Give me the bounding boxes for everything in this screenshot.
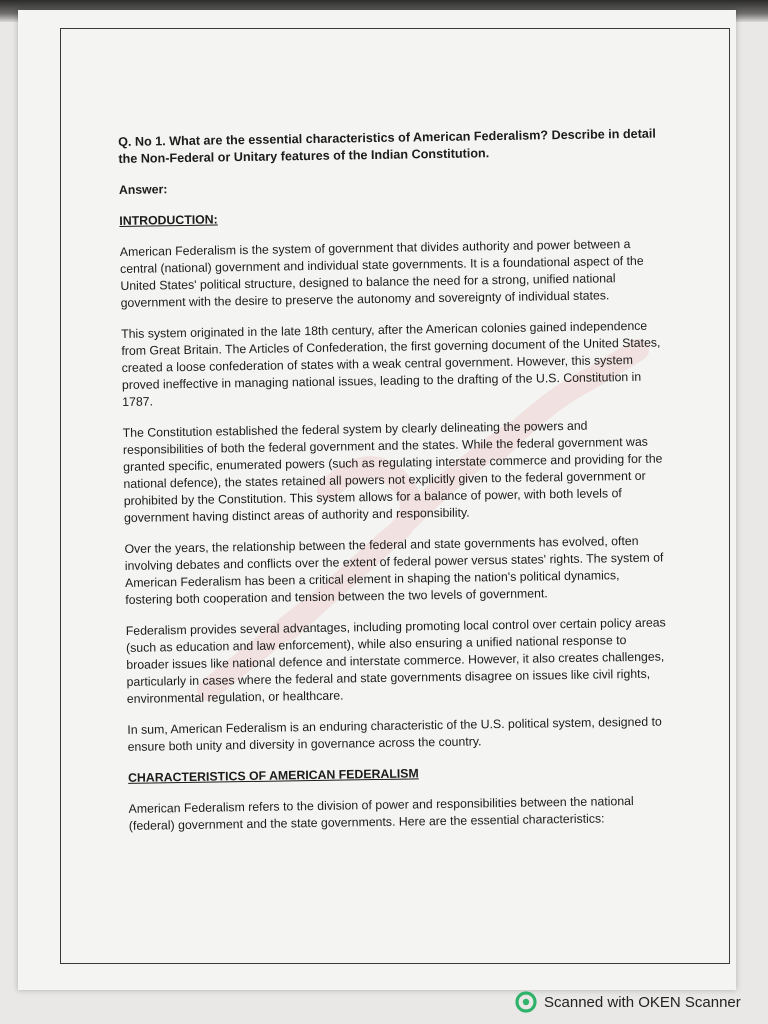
answer-label: Answer:	[118, 182, 168, 197]
question-text: Q. No 1. What are the essential characteristics of American Federalism? Describe in detail the Non-Federal or Unitary features of the Indian Constitution.	[118, 126, 656, 166]
introduction-heading: INTRODUCTION:	[119, 212, 218, 228]
scanner-footer-text: Scanned with OKEN Scanner	[544, 993, 741, 1011]
paragraph: This system originated in the late 18th century, after the American colonies gained independence from Great Britain. The Articles of Confederation, the first governing document of the United States, created a loose confederation of states with a weak central government. However, this system proved ineffective in managing national issues, leading to the drafting of the U.S. Constitution in 1787.	[121, 318, 661, 409]
scanned-page	[18, 10, 736, 990]
characteristics-intro: American Federalism refers to the division of power and responsibilities between the national (federal) government and the state governments. Here are the essential characteristics:	[128, 793, 634, 833]
paragraph: The Constitution established the federal system by clearly delineating the powers and responsibilities of both the federal government and the states. While the federal government was granted specific, enumerated powers (such as regulating interstate commerce and providing for the national defence), the states retained all powers not explicitly given to the federal government or prohibited by the Constitution. This system allows for a balance of power, with both levels of government having distinct areas of authority and responsibility.	[122, 418, 663, 525]
paragraph: Federalism provides several advantages, including promoting local control over certain policy areas (such as education and law enforcement), while also ensuring a unified national response to broader issues like national defence and interstate commerce. However, it also creates challenges, particularly in cases where the federal and state governments disagree on issues like civil rights, environmental regulation, or healthcare.	[125, 615, 666, 706]
oken-scanner-logo-icon	[514, 990, 538, 1014]
paragraph: American Federalism is the system of government that divides authority and power between a central (national) government and individual state governments. It is a foundational aspect of the United States' political structure, designed to balance the need for a strong, unified national government with the desire to preserve the autonomy and sovereignty of individual states.	[119, 236, 644, 310]
paragraph: Over the years, the relationship between the federal and state governments has evolved, often involving debates and conflicts over the extent of federal power versus states' rights. The system of American Federalism has been a critical element in shaping the nation's political dynamics, fostering both cooperation and tension between the two levels of government.	[124, 533, 664, 607]
characteristics-heading: CHARACTERISTICS OF AMERICAN FEDERALISM	[128, 766, 419, 785]
document-body	[118, 125, 671, 848]
paragraph: In sum, American Federalism is an enduring characteristic of the U.S. political system, designed to ensure both unity and diversity in governance across the country.	[127, 714, 662, 754]
scanner-footer	[514, 988, 741, 1016]
